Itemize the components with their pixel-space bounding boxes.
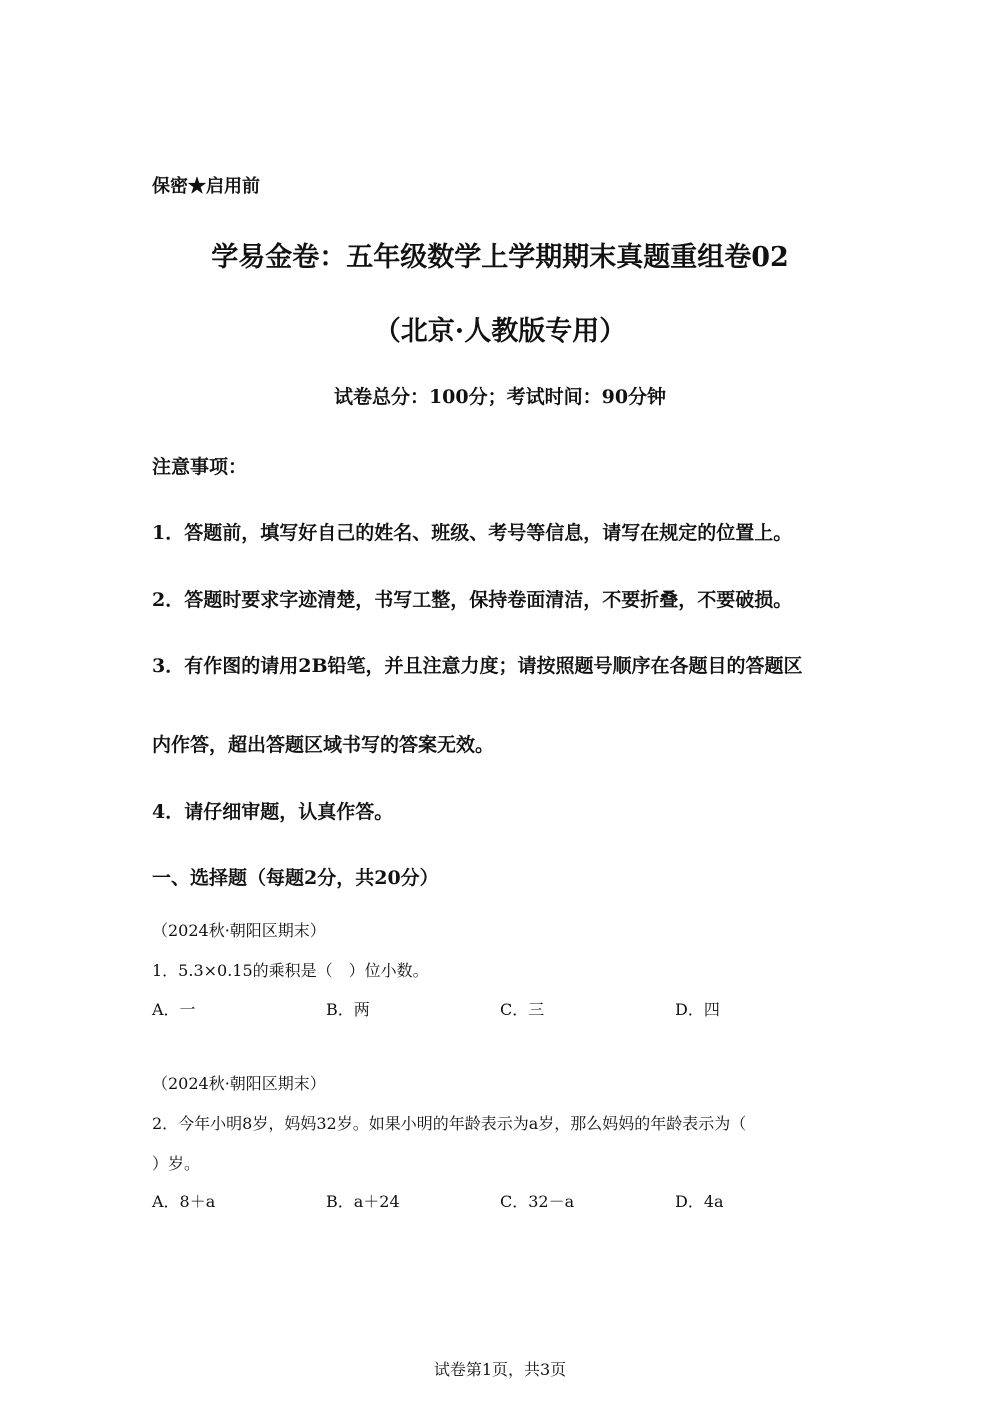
note-item: 4．请仔细审题，认真作答。 xyxy=(152,801,394,823)
answer-option: B．a＋24 xyxy=(326,1192,400,1211)
page-subtitle: （北京·人教版专用） xyxy=(373,316,627,347)
note-item: 内作答，超出答题区域书写的答案无效。 xyxy=(152,734,495,756)
answer-option: B．两 xyxy=(326,1000,370,1019)
page-title: 学易金卷：五年级数学上学期期末真题重组卷02 xyxy=(211,242,789,273)
confidential-label: 保密★启用前 xyxy=(152,176,260,197)
answer-option: D．四 xyxy=(675,1000,720,1019)
question-text: 1．5.3×0.15的乘积是（ ）位小数。 xyxy=(152,961,429,980)
question-text: 2．今年小明8岁，妈妈32岁。如果小明的年龄表示为a岁，那么妈妈的年龄表示为（ xyxy=(152,1114,747,1133)
answer-option: D．4a xyxy=(675,1192,724,1211)
question-source: （2024秋·朝阳区期末） xyxy=(152,1074,326,1093)
note-item: 1．答题前，填写好自己的姓名、班级、考号等信息，请写在规定的位置上。 xyxy=(152,522,793,544)
note-item: 3．有作图的请用2B铅笔，并且注意力度；请按照题号顺序在各题目的答题区 xyxy=(152,655,803,677)
notes-heading: 注意事项： xyxy=(152,456,248,478)
answer-option: C．32－a xyxy=(500,1192,575,1211)
score-time-info: 试卷总分：100分；考试时间：90分钟 xyxy=(333,386,667,408)
question-text: ）岁。 xyxy=(152,1154,201,1173)
question-source: （2024秋·朝阳区期末） xyxy=(152,921,326,940)
answer-option: C．三 xyxy=(500,1000,545,1019)
section-heading: 一、选择题（每题2分，共20分） xyxy=(152,867,439,889)
answer-option: A．一 xyxy=(152,1000,196,1019)
answer-option: A．8＋a xyxy=(152,1192,216,1211)
note-item: 2．答题时要求字迹清楚，书写工整，保持卷面清洁，不要折叠，不要破损。 xyxy=(152,589,793,611)
page-footer: 试卷第1页，共3页 xyxy=(433,1360,567,1379)
